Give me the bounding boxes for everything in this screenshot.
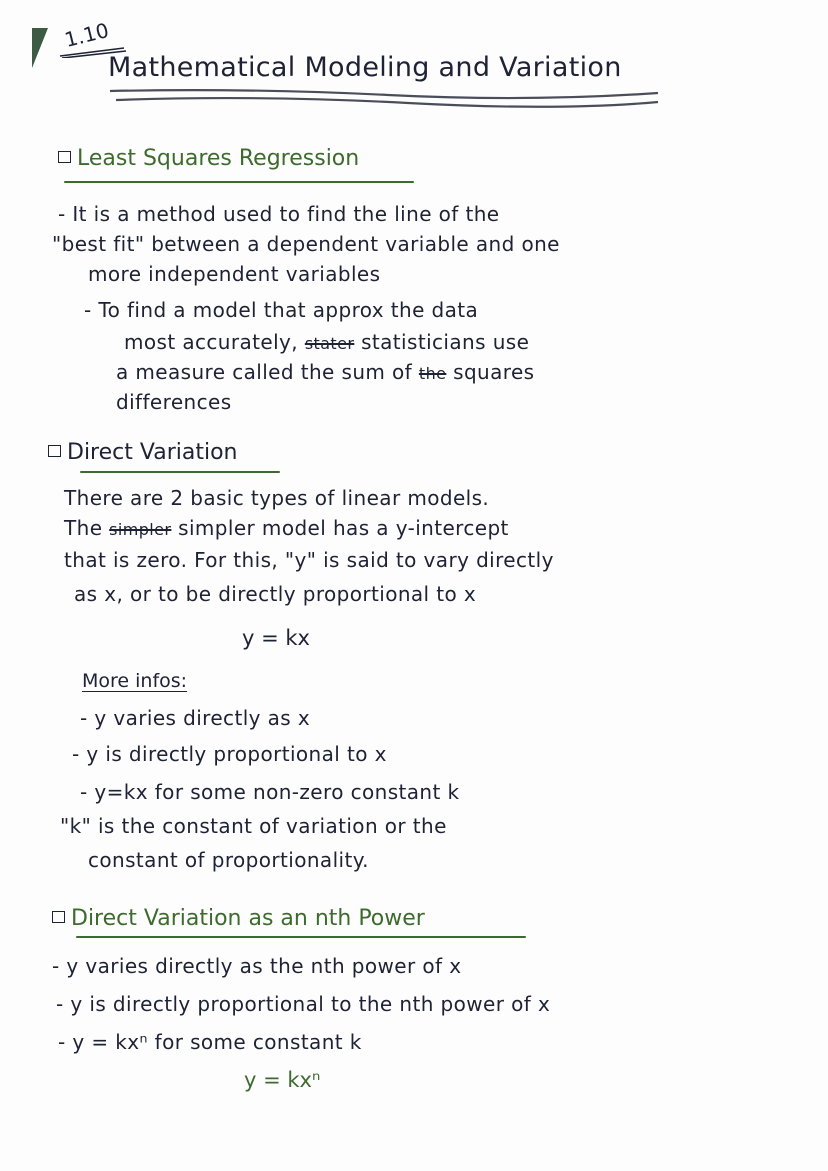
text-line: - y = kxⁿ for some constant k: [58, 1030, 362, 1054]
text-line: - It is a method used to find the line of the: [58, 202, 500, 226]
text-line: differences: [116, 390, 232, 414]
equation-direct: y = kx: [242, 626, 310, 650]
section-heading-text: Direct Variation: [67, 440, 238, 465]
note-line: constant of proportionality.: [88, 848, 369, 872]
corner-tab-mark: [32, 28, 48, 68]
chapter-number: 1.10: [62, 17, 112, 52]
text-line: - y is directly proportional to the nth power of x: [56, 992, 551, 1016]
struck-word: simpler: [109, 520, 172, 539]
section-underline: [80, 471, 280, 473]
text-line: [116, 360, 534, 384]
info-item: - y=kx for some non-zero constant k: [80, 780, 460, 804]
equation-nth-power: y = kxⁿ: [244, 1068, 321, 1092]
text-line: There are 2 basic types of linear models.: [64, 486, 490, 510]
text-line: "best fit" between a dependent variable and one: [52, 232, 560, 256]
text-line: as x, or to be directly proportional to x: [74, 582, 477, 606]
text-line: that is zero. For this, "y" is said to vary directly: [64, 548, 554, 572]
checkbox-bullet-icon: [52, 911, 65, 923]
text-line: - y varies directly as the nth power of x: [52, 954, 462, 978]
section-heading-least-squares: [58, 146, 359, 171]
section-heading-nth-power: [52, 906, 425, 931]
section-heading-direct-variation: [48, 440, 237, 465]
text-line: [124, 330, 529, 354]
section-underline: [64, 181, 414, 183]
text-fragment: The: [64, 516, 103, 540]
text-line: more independent variables: [88, 262, 381, 286]
text-fragment: a measure called the sum of: [116, 360, 413, 384]
info-item: - y is directly proportional to x: [72, 742, 387, 766]
more-infos-label: More infos:: [82, 670, 188, 692]
text-fragment: simpler model has a y-intercept: [178, 516, 509, 540]
text-fragment: statisticians use: [361, 330, 530, 354]
info-item: - y varies directly as x: [80, 706, 311, 730]
section-heading-text: Direct Variation as an nth Power: [71, 906, 425, 931]
text-fragment: most accurately,: [124, 330, 299, 354]
struck-word: stater: [304, 334, 355, 353]
text-line: [64, 516, 509, 540]
section-underline: [76, 936, 526, 938]
checkbox-bullet-icon: [48, 445, 61, 457]
title-double-underline: [108, 86, 660, 108]
text-fragment: squares: [453, 360, 535, 384]
text-line: - To find a model that approx the data: [84, 298, 479, 322]
section-heading-text: Least Squares Regression: [77, 146, 360, 171]
note-line: "k" is the constant of variation or the: [60, 814, 447, 838]
checkbox-bullet-icon: [58, 151, 71, 163]
struck-word: the: [418, 364, 447, 383]
page-title: Mathematical Modeling and Variation: [108, 52, 622, 83]
